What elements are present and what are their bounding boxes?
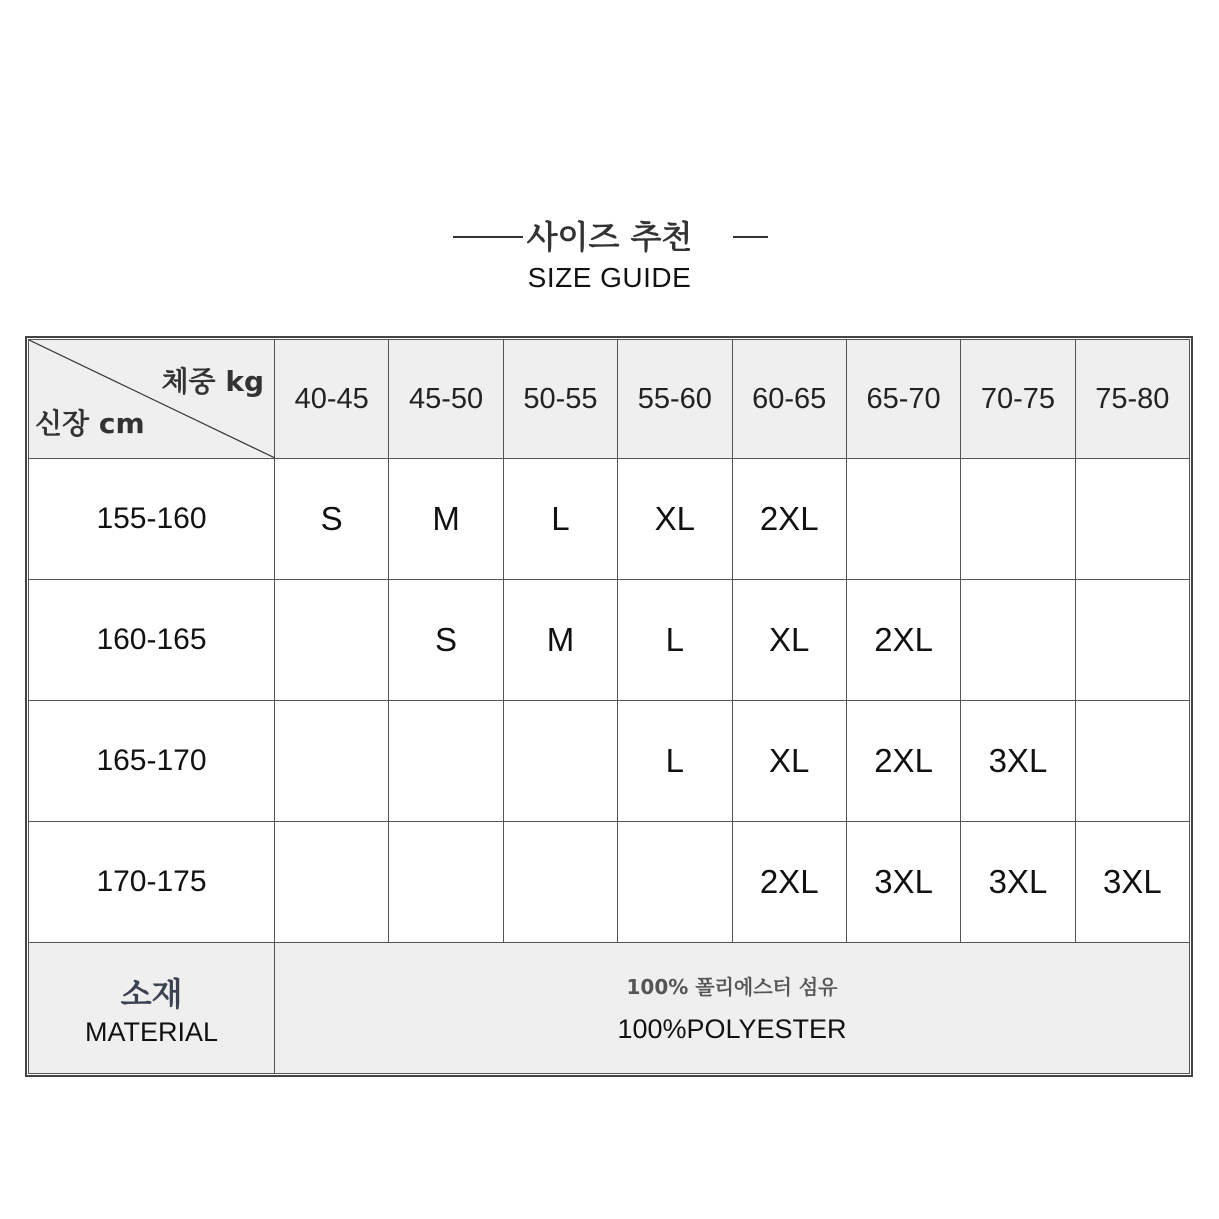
title-block <box>0 212 1219 294</box>
material-value-korean: 100% 폴리에스터 섬유 <box>626 975 838 999</box>
size-cell: S <box>275 459 389 580</box>
size-cell <box>503 701 617 822</box>
size-cell <box>389 701 503 822</box>
size-cell: XL <box>732 580 846 701</box>
height-axis-label: 신장 cm <box>35 407 145 440</box>
size-table-frame <box>25 336 1193 1077</box>
table-header-row <box>29 340 1190 459</box>
size-cell <box>961 459 1075 580</box>
size-cell <box>961 580 1075 701</box>
size-cell: S <box>389 580 503 701</box>
weight-column-header: 70-75 <box>961 340 1075 459</box>
size-cell: M <box>389 459 503 580</box>
height-row-header: 165-170 <box>29 701 275 822</box>
size-cell: 2XL <box>732 822 846 943</box>
size-cell <box>275 701 389 822</box>
weight-column-header: 75-80 <box>1075 340 1189 459</box>
height-row-header: 170-175 <box>29 822 275 943</box>
size-cell: 2XL <box>732 459 846 580</box>
size-cell: 3XL <box>961 822 1075 943</box>
size-cell: L <box>503 459 617 580</box>
size-cell <box>1075 701 1189 822</box>
size-cell <box>275 580 389 701</box>
size-cell: L <box>618 701 732 822</box>
material-row <box>29 943 1190 1074</box>
material-value-cell <box>275 943 1190 1074</box>
material-label-cell <box>29 943 275 1074</box>
weight-axis-label: 체중 kg <box>161 365 264 398</box>
size-cell <box>1075 459 1189 580</box>
size-cell: L <box>618 580 732 701</box>
size-cell: 2XL <box>846 580 960 701</box>
table-row <box>29 701 1190 822</box>
weight-column-header: 55-60 <box>618 340 732 459</box>
size-cell: 3XL <box>1075 822 1189 943</box>
size-table <box>28 339 1190 1074</box>
height-row-header: 155-160 <box>29 459 275 580</box>
material-value-english: 100%POLYESTER <box>617 1014 847 1044</box>
weight-column-header: 50-55 <box>503 340 617 459</box>
size-cell <box>275 822 389 943</box>
weight-column-header: 45-50 <box>389 340 503 459</box>
table-row <box>29 580 1190 701</box>
size-cell: 3XL <box>846 822 960 943</box>
size-cell <box>503 822 617 943</box>
table-row <box>29 459 1190 580</box>
page-title-korean: 사이즈 추천 <box>526 218 693 256</box>
table-row <box>29 822 1190 943</box>
size-cell: 2XL <box>846 701 960 822</box>
size-cell: XL <box>618 459 732 580</box>
material-label-english: MATERIAL <box>84 1016 219 1047</box>
size-cell <box>846 459 960 580</box>
weight-column-header: 60-65 <box>732 340 846 459</box>
corner-header-cell <box>29 340 275 459</box>
weight-column-header: 40-45 <box>275 340 389 459</box>
size-cell <box>389 822 503 943</box>
material-label-korean: 소재 <box>120 974 183 1013</box>
weight-column-header: 65-70 <box>846 340 960 459</box>
size-cell <box>618 822 732 943</box>
size-cell <box>1075 580 1189 701</box>
height-row-header: 160-165 <box>29 580 275 701</box>
page-title-english: SIZE GUIDE <box>527 262 692 293</box>
size-cell: XL <box>732 701 846 822</box>
size-cell: 3XL <box>961 701 1075 822</box>
size-cell: M <box>503 580 617 701</box>
